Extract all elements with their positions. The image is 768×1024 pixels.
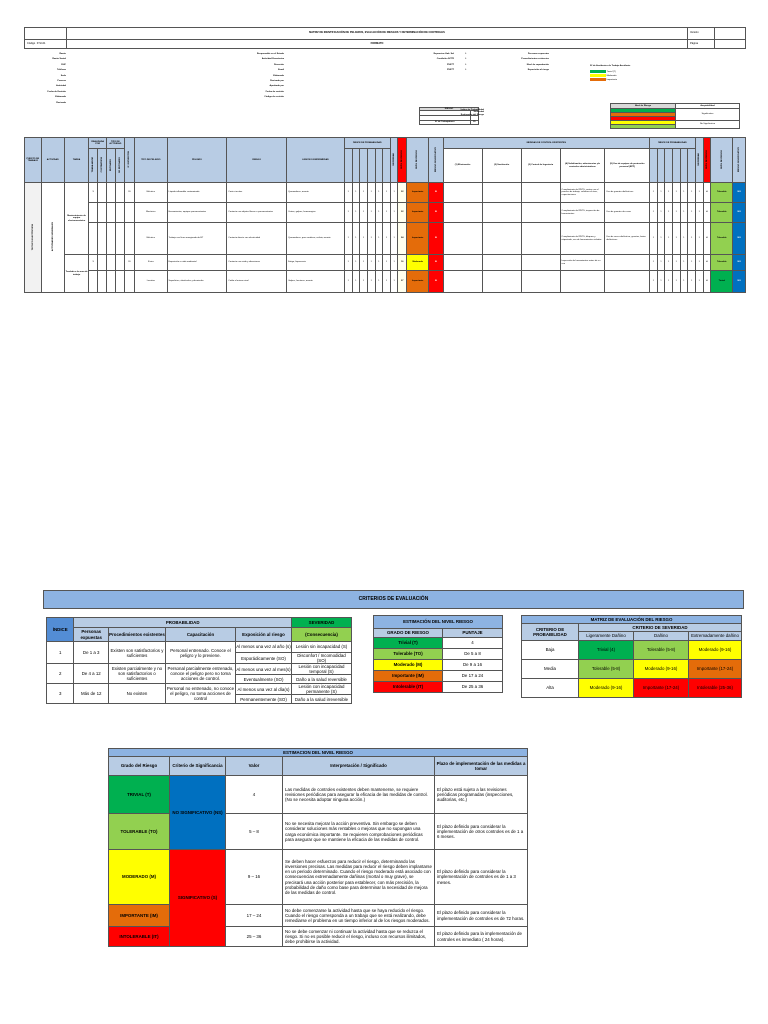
eval-cell: Moderado (9-16) [579, 679, 634, 698]
nivel-title: ESTIMACION DEL NIVEL RIESGO [109, 749, 528, 757]
eval-cell: Intolerable (25-36) [689, 679, 742, 698]
info-label: Proceso [57, 79, 66, 82]
info-label: Procedimientos existentes [521, 58, 549, 61]
puesto-cell: TECNICO ELECTRICISTA [31, 223, 34, 250]
lesion-cell: Quemaduras, muerte [287, 183, 345, 203]
info-block [24, 51, 746, 131]
eval-cell: Moderado (9-16) [634, 660, 689, 679]
prob-exp: Al menos una vez al año (s) [236, 642, 292, 653]
info-label: Actividad [56, 85, 66, 88]
tipo-peligro-cell: Eléctrico [135, 183, 167, 203]
col-puesto: PUESTO DE TRABAJO [26, 157, 40, 162]
matrix-row: Mecánico Herramientas, equipos punzocortantes Contacto con objetos filosos o punzocortantes Cortes, golpes, hemorragias 1 1 1 1 1 1 1 32 Importante SI Cumplimiento del PETS, inspección de herramientas Uso de guantes de cuero 1 1 1 1 1 1 1 4 Tolerable NO [25, 203, 746, 223]
nivel2-cell: Tolerable [711, 223, 733, 255]
col-peligro: PELIGRO [191, 158, 202, 161]
eval-prob: Media [522, 660, 579, 679]
nivel-grado: MODERADO (M) [109, 850, 170, 905]
nr2-cell: 4 [703, 255, 711, 271]
info-label: Código de revisión [264, 96, 284, 99]
col-tipo-actividad: TIPO DE ACTIVIDAD [107, 138, 125, 149]
eval-sev-1: Ligeramente Dañino [579, 632, 634, 641]
col-expuestos: N° EXPUESTOS [128, 151, 131, 168]
sig-cell: SI [429, 255, 443, 271]
col-indice-prob: ÍNDICE DE PROBABILIDAD [344, 138, 390, 149]
riesgo-cell: Corto circuitos [227, 183, 287, 203]
est-title: ESTIMACIÓN DEL NIVEL RIESGO [374, 616, 503, 629]
sig-cell: SI [429, 203, 443, 223]
code-value: P-SI-01 [36, 41, 46, 45]
sig-cell: SIGNIFICATIVO (S) [170, 850, 226, 947]
col-rutinario: RUTINARIO [109, 158, 112, 171]
nivel2-cell: Tolerable [711, 203, 733, 223]
riesgo-box-label: RIESGO [420, 108, 479, 111]
col-realizada: REALIZADA POR [89, 138, 107, 149]
estimacion-table [373, 615, 503, 693]
legend-item: Trivial (T) [590, 70, 650, 74]
eval-row [522, 660, 742, 679]
sig2-cell: NO [733, 223, 746, 255]
prob-cap: Personal no entrenado, no conoce el peligro, no toma acciones de control [165, 684, 235, 704]
est-grado: Importante (IM) [374, 671, 443, 682]
prob-sev: Lesión sin incapacidad (S) [291, 642, 351, 653]
info-count: 0 [465, 58, 467, 61]
info-right-counts [465, 53, 475, 75]
nivel-interp: No se debe comenzar ni continuar la actividad hasta que se reduzca el riesgo. Si no es posible reducir el riesgo, incluso con recursos ilimitados, debe prohibirse la actividad. [283, 927, 435, 947]
info-label: PSSTT [446, 69, 454, 72]
prob-proc: Existen parcialmente y no son satisfactorios o suficientes [109, 664, 166, 684]
peligro-cell: Herramientas, equipos punzocortantes [167, 203, 227, 223]
nivel-row [109, 776, 528, 814]
prob-title: PROBABILIDAD [74, 618, 292, 628]
info-label: Personas expuestas [527, 53, 549, 55]
nivel-valor: 5 – 8 [226, 814, 283, 850]
workers-label: N° de Trabajadores [420, 121, 471, 124]
info-count: 0 [465, 69, 467, 72]
prob-proc: Existen son satisfactorios y suficientes [109, 642, 166, 664]
actividad-cell: ACTIVIDADES GENERALES [51, 222, 54, 252]
nr2-cell: 4 [703, 203, 711, 223]
nr-cell: 32 [398, 203, 407, 223]
prob-cap: Personal parcialmente entrenado, conoce el peligro pero no toma acciones de control. [165, 664, 235, 684]
ctrl-h2: (2) Sustitución [482, 149, 521, 183]
matrix-row: Eléctrico Trabajo con línea energizada de BT Contacto directo con electricidad Quemaduras, paro cardiaco, asfixia, muerte 1 1 1 1 1 1 1 24 Importante SI Cumplimiento del PETS, bloqueo y etiquetado, uso de herramientas aisladas Uso de casco dieléctrico, guantes, botas dieléctricas 1 1 1 1 1 1 1 4 Tolerable NO [25, 223, 746, 255]
ph-exp: Exposición al riesgo [236, 628, 292, 642]
ctrl-h3: (3) Control de Ingeniería [521, 149, 560, 183]
eval-title: MATRIZ DE EVALUACIÓN DEL RIESGO [522, 616, 742, 624]
col-nivel-riesgo2-text: NIVEL DE RIESGO [720, 149, 723, 169]
severity-label: Severidad [473, 111, 484, 114]
est-grado: Moderado (M) [374, 660, 443, 671]
nivel2-cell: Trivial [711, 271, 733, 293]
info-label: Exposición al riesgo [527, 69, 549, 72]
ph-cons: (Consecuencia) [291, 628, 351, 642]
tarea-cell: Mantenimiento de equipo electromecánico [64, 183, 89, 255]
nivel-row [109, 850, 528, 905]
riesgo-cell: Contacto directo con electricidad [227, 223, 287, 255]
matrix-title: MATRIZ DE IDENTIFICACIÓN DE PELIGROS, EVALUACIÓN DE RIESGOS Y DETERMINACIÓN DE CONTROLES [67, 28, 688, 40]
info-label: Razón Social [52, 58, 66, 61]
nr-cell: 27 [398, 271, 407, 293]
prob-index: 2 [47, 664, 74, 684]
eval-sev-2: Dañino [634, 632, 689, 641]
eval-cell: Tolerable (5-8) [634, 641, 689, 660]
nivel-grado: TOLERABLE (TO) [109, 814, 170, 850]
est-puntaje: 4 [443, 638, 503, 649]
nh-grado: Grado del Riesgo [109, 757, 170, 776]
format-label: FORMATO [67, 40, 688, 49]
info-left-labels [26, 53, 66, 107]
nh-valor: Valor [226, 757, 283, 776]
info-label: Razón [59, 53, 66, 55]
nivel-plazo: El plazo definido para considerar la implementación de otros controles es de 1 a 6 meses. [435, 814, 528, 850]
info-label: Revisado por [270, 79, 284, 82]
risk-eval-label: Evaluación del Riesgo [460, 113, 484, 116]
prob-sev: Lesión con incapacidad temporal (S) [291, 664, 351, 675]
lesion-cell: Cortes, golpes, hemorragias [287, 203, 345, 223]
tipo-peligro-cell: Mecánico [135, 203, 167, 223]
info-label: Aprobado por [269, 85, 284, 88]
range-table [610, 103, 740, 129]
criterios-section [43, 590, 743, 720]
code-label: Código [27, 41, 36, 45]
peligro-cell: Exposición a ruido ambiental [167, 255, 227, 271]
col-sig: RIESGO SIGNIFICATIVO [434, 146, 437, 172]
eval-row [522, 679, 742, 698]
prob-index: 3 [47, 684, 74, 704]
info-label: Revisado [56, 101, 66, 104]
ctrl-h5: (5) Uso de equipos de protección personal (EPP) [605, 149, 650, 183]
prob-sev: Lesión con incapacidad permanente (S) [291, 684, 351, 695]
criterios-title: CRITERIOS DE EVALUACIÓN [43, 590, 744, 609]
info-persons-labels [494, 53, 549, 75]
ctrl4-cell [560, 271, 605, 293]
sig-cell: SI [429, 271, 443, 293]
nivel-valor: 4 [226, 776, 283, 814]
info-label: RUC [61, 63, 66, 66]
nivel-valor: 9 – 16 [226, 850, 283, 905]
ctrl5-cell: Uso de casco dieléctrico, guantes, botas dieléctricas [605, 223, 650, 255]
nivel-grado: INTOLERABLE (IT) [109, 927, 170, 947]
version-label: Versión [688, 28, 715, 40]
sig2-cell: NO [733, 183, 746, 203]
est-row [374, 649, 503, 660]
sig2-cell: NO [733, 271, 746, 293]
nivel-grado: TRIVIAL (T) [109, 776, 170, 814]
eval-matrix [521, 615, 742, 698]
tipo-peligro-cell: Eléctrico [135, 223, 167, 255]
prob-exp: Permanentemente (SO) [236, 695, 292, 704]
legend-list [590, 70, 650, 82]
nr2-cell: 4 [703, 271, 711, 293]
est-puntaje: De 9 a 16 [443, 660, 503, 671]
est-grado: Intolerable (IT) [374, 682, 443, 693]
nr-cell: 24 [398, 223, 407, 255]
range-title: Nivel de Riesgo [611, 104, 676, 109]
nh-interp: Interpretación / Significado [283, 757, 435, 776]
nivel2-cell: Tolerable [711, 255, 733, 271]
info-label: Responsable en el Estado [256, 53, 284, 55]
info-label: Dirección [274, 63, 284, 66]
prob-exp: Al menos una vez al día(s) [236, 684, 292, 695]
est-h-puntaje: PUNTAJE [443, 629, 503, 638]
nivel-valor: 25 – 36 [226, 927, 283, 947]
nivel-cell: Importante [407, 203, 429, 223]
matrix-grid: PUESTO DE TRABAJO ACTIVIDAD TAREA REALIZADA POR TIPO DE ACTIVIDAD N° EXPUESTOS TIPO DE PELIGRO PELIGRO RIESGO LESIÓN O ENFERMEDAD ÍNDICE DE PROBABILIDAD SEVERIDAD NIVEL DE RIESGO NIVEL DE RIESGO RIESGO SIGNIFICATIVO MEDIDAS DE CONTROL EXISTENTES ÍNDICE DE PROBABILIDAD SEVERIDAD NIVEL DE RIESGO NIVEL DE RIESGO RIESGO SIGNIFICATIVO TRABAJADOR CONTRATISTA RUTINARIO NO RUTINARIO (1) Eliminación (2) Sustitución (3) Control de Ingeniería (4) Señalización, advertencias y/o controles administrativos (5) Uso de equipos de protección personal (EPP) TECNICO ELECTRICISTA ACTIVIDADES GENERALES Mantenimiento de equipo electromecánico X 20 Eléctrico Líquido inflamable contaminado Corto circuitos Quemaduras, muerte 1 1 1 1 1 1 1 32 Importante SI Cumplimiento del PETS, contar con el permiso de trabajo, señalizar el área, capacitaciones Uso de guantes dieléctricos 1 1 1 1 1 1 1 4 Tolerable NO Mecánico Herramientas, equipos punzocortantes Contacto con objetos filosos o punzocortantes Cortes, golpes, hemorragias 1 1 1 1 1 1 1 32 Importante SI Cumplimiento del PETS, inspección de herramientas Uso de guantes de cuero 1 1 1 1 1 1 1 4 Tolerable NO Eléctrico Trabajo con línea energizada de BT Contacto directo con electricidad Quemaduras, paro cardiaco, asfixia, muerte 1 1 1 1 1 1 1 24 Importante SI Cumplimiento del PETS, bloqueo y etiquetado, uso de herramientas aisladas Uso de casco dieléctrico, guantes, botas dieléctricas 1 1 1 1 1 1 1 4 Tolerable NO Traslado a la zona de trabajo X 20 Físico Exposición a ruido ambiental Contacto con ruido y vibraciones Fatiga, hipoacusia 1 1 1 1 1 1 1 16 Moderado SI Inspección de herramientas antes de su uso 1 1 1 1 1 1 1 4 Tolerable NO Locativo Superficies, obstáculos y desniveles Caída al mismo nivel Golpes, fracturas, muerte 1 1 1 1 1 1 1 27 Importante SI 1 1 1 1 1 1 1 4 Trivial NO [24, 137, 746, 293]
est-row [374, 638, 503, 649]
prob-row [47, 642, 352, 653]
riesgo-cell: Contacto con ruido y vibraciones [227, 255, 287, 271]
ctrl4-cell: Inspección de herramientas antes de su uso [560, 255, 605, 271]
col-nivel-riesgo2: NIVEL DE RIESGO [705, 149, 708, 169]
col-lesion: LESIÓN O ENFERMEDAD [302, 158, 329, 161]
info-label: Condición SCTR [436, 58, 454, 61]
ctrl-h1: (1) Eliminación [443, 149, 482, 183]
peligro-cell: Líquido inflamable contaminado [167, 183, 227, 203]
col-nivel-riesgo: NIVEL DE RIESGO [401, 149, 404, 169]
col-no-rutinario: NO RUTINARIO [118, 156, 121, 173]
no-sig-cell: NO SIGNIFICATIVO (NS) [170, 776, 226, 850]
nivel-cell: Importante [407, 223, 429, 255]
matrix-row: Locativo Superficies, obstáculos y desniveles Caída al mismo nivel Golpes, fracturas, muerte 1 1 1 1 1 1 1 27 Importante SI 1 1 1 1 1 1 1 4 Trivial NO [25, 271, 746, 293]
col-tipo-peligro: TIPO DE PELIGRO [141, 158, 161, 161]
nivel-interp: Se deben hacer esfuerzos para reducir el riesgo, determinando las inversiones precisas. Las medidas para reducir el riesgo deben implantarse en un periodo determinado. Cuando el riesgo moderado está asociado con consecuencias extremadamente dañinas (mortal o muy grave), se precisará una acción posterior para establecer, con más precisión, la probabilidad de daño como base para determinar la necesidad de mejora de las medidas de control. [283, 850, 435, 905]
significance-yes: Significativo [676, 109, 740, 121]
est-puntaje: De 25 a 36 [443, 682, 503, 693]
info-count: 0 [465, 53, 467, 55]
nivel-plazo: El plazo está sujeto a las revisiones periódicas programadas (inspecciones, auditorias, etc.) [435, 776, 528, 814]
matrix-row: Traslado a la zona de trabajo X 20 Físico Exposición a ruido ambiental Contacto con ruido y vibraciones Fatiga, hipoacusia 1 1 1 1 1 1 1 16 Moderado SI Inspección de herramientas antes de su uso 1 1 1 1 1 1 1 4 Tolerable NO [25, 255, 746, 271]
col-actividad: ACTIVIDAD [46, 158, 59, 161]
index-prob-label: Índice de Probabilidad [460, 109, 484, 111]
est-row [374, 660, 503, 671]
ctrl5-cell: Uso de guantes de cuero [605, 203, 650, 223]
matrix-sheet [24, 27, 746, 283]
prob-row [47, 664, 352, 675]
info-label: Elaborado [273, 74, 284, 77]
ctrl4-cell: Cumplimiento del PETS, inspección de herramientas [560, 203, 605, 223]
est-row [374, 671, 503, 682]
nivel-plazo: El plazo definido para considerar la implementación de controles es de 1 a 3 meses. [435, 850, 528, 905]
peligro-cell: Trabajo con línea energizada de BT [167, 223, 227, 255]
sev-title: SEVERIDAD [291, 618, 351, 628]
info-label: Email [278, 69, 284, 72]
info-label: Elaborado [55, 96, 66, 99]
ph-personas: Personas expuestas [74, 628, 109, 642]
nh-plazo: Plazo de implementación de las medidas a tomar [435, 757, 528, 776]
sig2-cell: NO [733, 203, 746, 223]
nivel-cell: Importante [407, 183, 429, 203]
info-label: Sede [60, 74, 66, 77]
col-sig2: RIESGO SIGNIFICATIVO [737, 146, 740, 172]
col-severidad2: SEVERIDAD [698, 152, 700, 166]
col-medidas: MEDIDAS DE CONTROL EXISTENTES [443, 138, 650, 149]
ctrl5-cell [605, 255, 650, 271]
prob-row [47, 684, 352, 695]
eval-crit-sev: CRITERIO DE SEVERIDAD [579, 624, 742, 632]
info-label: Expuestos Hab. Sol [433, 53, 454, 55]
nivel-plazo: El plazo definido para la implementación de controles es inmediato ( 24 horas). [435, 927, 528, 947]
est-h-grado: GRADO DE RIESGO [374, 629, 443, 638]
eval-prob: Alta [522, 679, 579, 698]
col-tarea: TAREA [72, 158, 81, 161]
col-indice-prob2: ÍNDICE DE PROBABILIDAD [650, 138, 696, 149]
tipo-peligro-cell: Físico [135, 255, 167, 271]
info-count: 0 [465, 63, 467, 66]
matrix-row: TECNICO ELECTRICISTA ACTIVIDADES GENERALES Mantenimiento de equipo electromecánico X 20 Eléctrico Líquido inflamable contaminado Corto circuitos Quemaduras, muerte 1 1 1 1 1 1 1 32 Importante SI Cumplimiento del PETS, contar con el permiso de trabajo, señalizar el área, capacitaciones Uso de guantes dieléctricos 1 1 1 1 1 1 1 4 Tolerable NO [25, 183, 746, 203]
sig2-cell: NO [733, 255, 746, 271]
workers-value: 20 [470, 121, 478, 124]
prob-sev: Daño a la salud irreversible [291, 695, 351, 704]
info-label: PSSTT [446, 63, 454, 66]
eval-cell: Trivial (4) [579, 641, 634, 660]
peligro-cell: Superficies, obstáculos y desniveles [167, 271, 227, 293]
riesgo-cell: Caída al mismo nivel [227, 271, 287, 293]
nh-criterio: Criterio de Significancia [170, 757, 226, 776]
nivel-valor: 17 – 24 [226, 905, 283, 927]
lesion-cell: Golpes, fracturas, muerte [287, 271, 345, 293]
nivel-cell: Importante [407, 271, 429, 293]
info-middle-labels [214, 53, 284, 102]
pages-label: Página [688, 40, 715, 49]
nivel-interp: Las medidas de controles existentes deben mantenerse, se requiere revisiones periódicas para asegurar la eficacia de las medidas de control. (No se necesita adoptar ninguna acción.) [283, 776, 435, 814]
prob-personas: Más de 12 [74, 684, 109, 704]
ctrl-h4: (4) Señalización, advertencias y/o controles administrativos [560, 149, 605, 183]
prob-personas: De 4 a 12 [74, 664, 109, 684]
riesgo-cell: Contacto con objetos filosos o punzocortantes [227, 203, 287, 223]
nr2-cell: 4 [703, 183, 711, 203]
nivel-grado: IMPORTANTE (IM) [109, 905, 170, 927]
significance-no: No Significativo [676, 121, 740, 129]
ph-cap: Capacitación [165, 628, 235, 642]
legend-item: Moderado [590, 74, 650, 78]
prob-personas: De 1 a 3 [74, 642, 109, 664]
est-row [374, 682, 503, 693]
col-riesgo: RIESGO [252, 158, 261, 161]
ctrl4-cell: Cumplimiento del PETS, contar con el permiso de trabajo, señalizar el área, capacitaciones [560, 183, 605, 203]
info-right-labels [374, 53, 454, 75]
nivel-interp: No debe comenzarse la actividad hasta que se haya reducido el riesgo. Cuando el riesgo corresponda a un trabajo que se está realizando, debe remediarse el problema en un tiempo inferior al de los riesgos moderados. [283, 905, 435, 927]
lesion-cell: Fatiga, hipoacusia [287, 255, 345, 271]
eval-sev-3: Extremadamente dañino [689, 632, 742, 641]
lesion-cell: Quemaduras, paro cardiaco, asfixia, muerte [287, 223, 345, 255]
info-label: Fecha de Emisión [47, 90, 66, 93]
nr-cell: 16 [398, 255, 407, 271]
nivel-riesgo-table [108, 748, 528, 947]
prob-index: 1 [47, 642, 74, 664]
accidents-title: N° de Accidentes de Trabajo Accidente [590, 65, 631, 67]
eval-row [522, 641, 742, 660]
legend-item: Importante [590, 78, 650, 82]
sig-cell: SI [429, 183, 443, 203]
info-label: Actividad Económica [261, 58, 284, 61]
ph-proc: Procedimientos existentes [109, 628, 166, 642]
nivel-plazo: El plazo definido para considerar la implementación de controles es de 72 horas. [435, 905, 528, 927]
eval-cell: Importante (17-24) [689, 660, 742, 679]
eval-crit-prob: CRITERIO DE PROBABILIDAD [522, 624, 579, 641]
prob-exp: Eventualmente (SO) [236, 675, 292, 684]
prob-table [46, 617, 352, 704]
nivel-interp: No se necesita mejorar la acción preventiva. Sin embargo se deben considerar soluciones más rentables o mejoras que no supongan una carga económica importante. Se requieren comprobaciones periódicas para asegurar que se mantiene la eficacia de las medidas de control. [283, 814, 435, 850]
est-puntaje: De 5 a 8 [443, 649, 503, 660]
tipo-peligro-cell: Locativo [135, 271, 167, 293]
ctrl5-cell: Uso de guantes dieléctricos [605, 183, 650, 203]
info-label: Nivel de capacitación [526, 63, 549, 66]
tarea-cell: Traslado a la zona de trabajo [64, 255, 89, 293]
est-puntaje: De 17 a 24 [443, 671, 503, 682]
eval-cell: Importante (17-24) [634, 679, 689, 698]
info-label: Teléfono [57, 69, 66, 72]
nr-cell: 32 [398, 183, 407, 203]
eval-cell: Moderado (9-16) [689, 641, 742, 660]
info-label: Fecha de emisión [265, 90, 284, 93]
eval-cell: Tolerable (5-8) [579, 660, 634, 679]
nivel2-cell: Tolerable [711, 183, 733, 203]
sig-cell: SI [429, 223, 443, 255]
range-title2: Aceptabilidad [676, 104, 740, 109]
prob-cap: Personal entrenado. Conoce el peligro y lo previene. [165, 642, 235, 664]
nivel-cell: Moderado [407, 255, 429, 271]
matrix-header [24, 27, 746, 49]
eval-prob: Baja [522, 641, 579, 660]
ctrl5-cell [605, 271, 650, 293]
est-grado: Tolerable (TO) [374, 649, 443, 660]
prob-exp: Al menos una vez al mes(s) [236, 664, 292, 675]
col-nivel-riesgo-text: NIVEL DE RIESGO [416, 149, 419, 169]
ctrl4-cell: Cumplimiento del PETS, bloqueo y etiquetado, uso de herramientas aisladas [560, 223, 605, 255]
col-severidad: SEVERIDAD [392, 152, 395, 166]
est-grado: Trivial (T) [374, 638, 443, 649]
nr2-cell: 4 [703, 223, 711, 255]
prob-sev: Disconfort / Incomodidad (SO) [291, 653, 351, 664]
prob-exp: Esporádicamente (SO) [236, 653, 292, 664]
index-label: ÍNDICE [47, 618, 74, 642]
prob-sev: Daño a la salud reversible [291, 675, 351, 684]
prob-proc: No existen [109, 684, 166, 704]
